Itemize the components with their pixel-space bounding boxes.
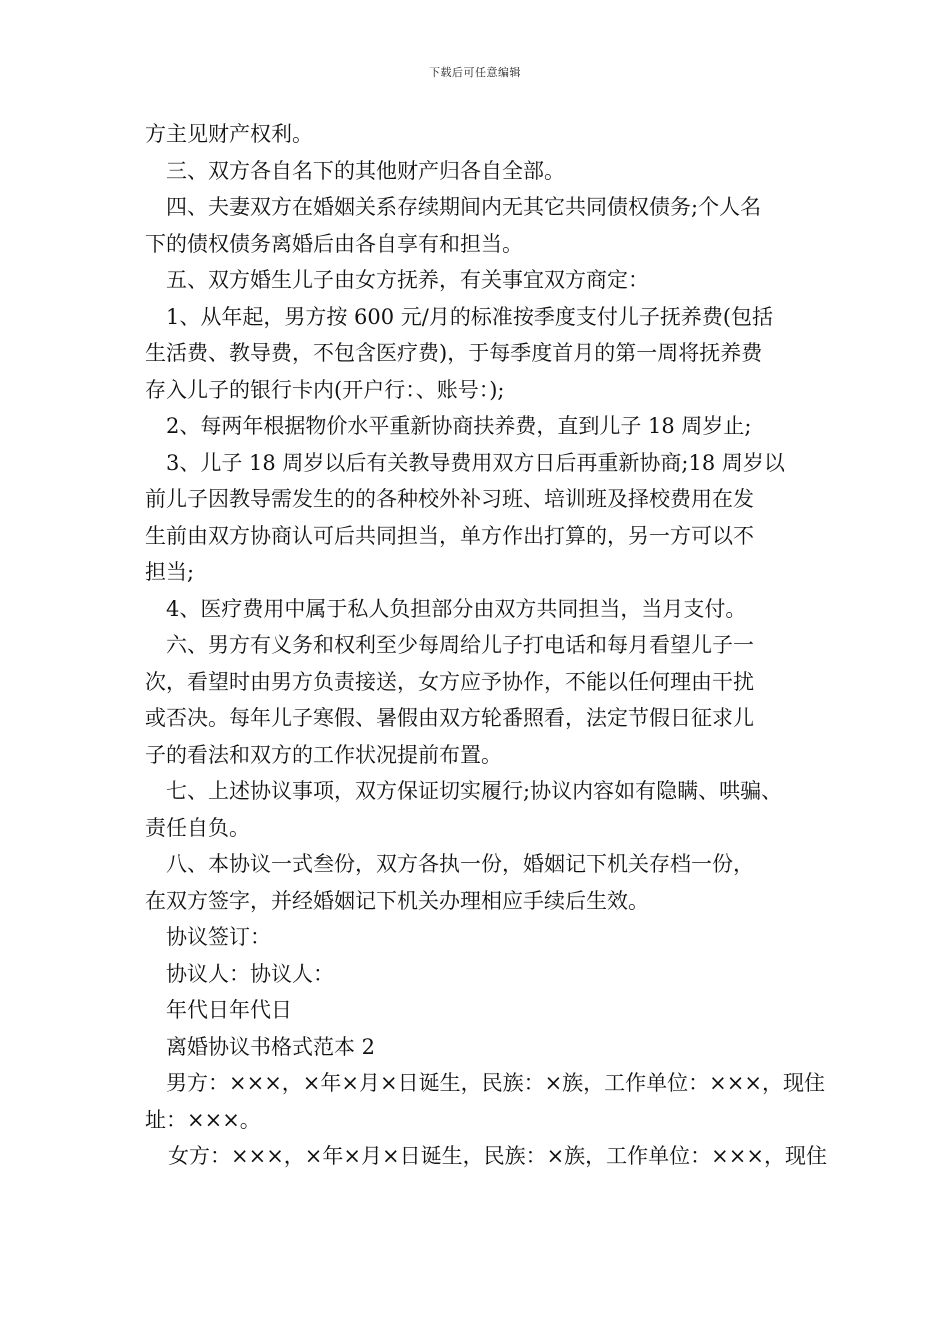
text-line: 1、从年起，男方按 600 元/月的标准按季度支付儿子抚养费(包括: [166, 304, 774, 329]
text-line: 生前由双方协商认可后共同担当，单方作出打算的，另一方可以不: [145, 523, 754, 548]
text-line: 下的债权债务离婚后由各自享有和担当。: [145, 231, 523, 256]
text-line: 存入儿子的银行卡内(开户行：、账号：);: [145, 377, 505, 402]
text-line: 女方：×××，×年×月×日诞生，民族：×族，工作单位：×××，现住: [168, 1144, 827, 1168]
text-line: 2、每两年根据物价水平重新协商扶养费，直到儿子 18 周岁止;: [166, 414, 752, 438]
text-line: 四、夫妻双方在婚姻关系存续期间内无其它共同债权债务;个人名: [166, 195, 762, 219]
text-line: 三、双方各自名下的其他财产归各自全部。: [166, 158, 565, 183]
text-line: 址：×××。: [145, 1107, 261, 1132]
page-header: 下载后可任意编辑: [429, 66, 521, 79]
text-line: 方主见财产权利。: [145, 122, 313, 146]
section-title: 离婚协议书格式范本 2: [166, 1034, 376, 1059]
text-line: 男方：×××，×年×月×日诞生，民族：×族，工作单位：×××，现住: [166, 1071, 825, 1095]
text-line: 子的看法和双方的工作状况提前布置。: [145, 742, 502, 767]
text-line: 年代日年代日: [166, 998, 292, 1022]
text-line: 次，看望时由男方负责接送，女方应予协作，不能以任何理由干扰: [145, 669, 754, 694]
document-body: [145, 116, 835, 1175]
text-line: 前儿子因教导需发生的的各种校外补习班、培训班及择校费用在发: [145, 487, 754, 511]
text-line: 在双方签字，并经婚姻记下机关办理相应手续后生效。: [145, 888, 649, 913]
text-line: 五、双方婚生儿子由女方抚养，有关事宜双方商定：: [166, 268, 649, 292]
text-line: 4、医疗费用中属于私人负担部分由双方共同担当，当月支付。: [166, 596, 747, 621]
text-line: 协议签订：: [166, 925, 271, 949]
text-line: 七、上述协议事项，双方保证切实履行;协议内容如有隐瞒、哄骗、: [166, 779, 783, 803]
text-line: 协议人：协议人：: [166, 961, 334, 986]
text-line: 3、儿子 18 周岁以后有关教导费用双方日后再重新协商;18 周岁以: [166, 450, 785, 475]
text-line: 或否决。每年儿子寒假、暑假由双方轮番照看，法定节假日征求儿: [145, 706, 754, 730]
text-line: 责任自负。: [145, 815, 250, 840]
text-line: 担当;: [145, 560, 195, 584]
text-line: 生活费、教导费，不包含医疗费)，于每季度首月的第一周将抚养费: [145, 341, 763, 365]
text-line: 六、男方有义务和权利至少每周给儿子打电话和每月看望儿子一: [166, 633, 754, 657]
text-line: 八、本协议一式叁份，双方各执一份，婚姻记下机关存档一份，: [166, 852, 754, 876]
